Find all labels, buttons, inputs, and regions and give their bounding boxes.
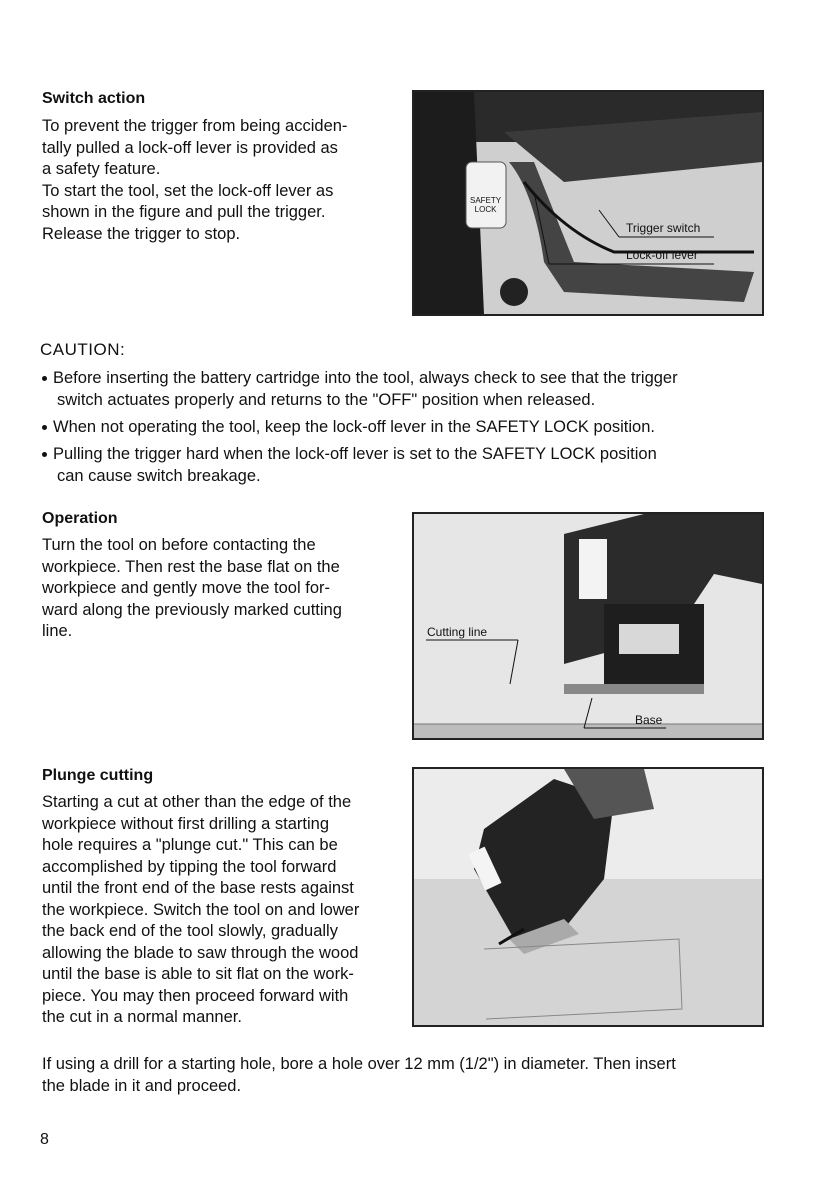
- caution-bullet: [42, 368, 767, 411]
- text-line: tally pulled a lock-off lever is provided as: [42, 138, 338, 157]
- drill-note: [42, 1054, 782, 1097]
- text-line: line.: [42, 622, 73, 640]
- caution-bullet: [42, 444, 767, 487]
- page-number: 8: [40, 1131, 49, 1148]
- badge-line: SAFETY: [470, 196, 502, 205]
- caution-title: CAUTION:: [40, 340, 126, 359]
- text-line: a safety feature.: [42, 160, 161, 178]
- text-line: allowing the blade to saw through the wood: [42, 943, 359, 962]
- text-line: accomplished by tipping the tool forward: [42, 857, 337, 876]
- text-line: Turn the tool on before contacting the: [42, 536, 316, 554]
- lock-off-lever-label: Lock-off lever: [626, 248, 698, 262]
- text-line: until the base is able to sit flat on the work-: [42, 965, 354, 983]
- text-line: Starting a cut at other than the edge of the: [42, 793, 352, 811]
- caution-bullet: [42, 417, 767, 439]
- text-line: workpiece and gently move the tool for-: [42, 579, 330, 597]
- bullet-text: Pulling the trigger hard when the lock-off lever is set to the SAFETY LOCK position: [53, 445, 657, 463]
- bullet-dot: [42, 452, 47, 457]
- plunge-cutting-text: [42, 792, 391, 1029]
- text-line: the cut in a normal manner.: [42, 1008, 242, 1026]
- bullet-text: When not operating the tool, keep the lock-off lever in the SAFETY LOCK position.: [53, 418, 655, 436]
- operation-heading: Operation: [42, 510, 118, 527]
- bullet-text-cont: switch actuates properly and returns to the "OFF" position when released.: [57, 390, 596, 409]
- trigger-switch-label: Trigger switch: [626, 221, 701, 235]
- operation-figure-leaders: [414, 514, 762, 738]
- operation-figure: [412, 512, 764, 740]
- bullet-text-cont: can cause switch breakage.: [57, 466, 261, 485]
- switch-figure-leaders: [414, 92, 762, 314]
- text-line: Release the trigger to stop.: [42, 224, 241, 243]
- switch-action-heading: Switch action: [42, 90, 146, 107]
- text-line: piece. You may then proceed forward with: [42, 986, 349, 1005]
- text-line: shown in the figure and pull the trigger.: [42, 203, 326, 221]
- bullet-dot: [42, 425, 47, 430]
- text-line: If using a drill for a starting hole, bore a hole over 12 mm (1/2") in diameter. Then insert: [42, 1055, 676, 1073]
- badge-line: LOCK: [474, 205, 497, 214]
- switch-figure: [412, 90, 764, 316]
- text-line: workpiece. Then rest the base flat on the: [42, 557, 340, 576]
- text-line: ward along the previously marked cutting: [42, 600, 342, 619]
- text-line: To start the tool, set the lock-off lever as: [42, 181, 334, 200]
- text-line: workpiece without first drilling a starting: [42, 814, 330, 833]
- bullet-text: Before inserting the battery cartridge into the tool, always check to see that the trigger: [53, 369, 678, 387]
- switch-action-text: [42, 116, 391, 245]
- plunge-figure-photo: [414, 769, 762, 1025]
- cutting-line-label: Cutting line: [427, 625, 488, 639]
- base-label: Base: [635, 713, 663, 727]
- plunge-cutting-heading: Plunge cutting: [42, 767, 154, 784]
- bullet-dot: [42, 376, 47, 381]
- plunge-figure: [412, 767, 764, 1027]
- operation-text: [42, 535, 391, 643]
- text-line: the workpiece. Switch the tool on and lower: [42, 900, 360, 919]
- text-line: hole requires a "plunge cut." This can be: [42, 836, 338, 854]
- text-line: until the front end of the base rests against: [42, 879, 354, 897]
- text-line: the blade in it and proceed.: [42, 1076, 242, 1095]
- text-line: the back end of the tool slowly, gradually: [42, 922, 338, 940]
- text-line: To prevent the trigger from being acciden-: [42, 117, 348, 135]
